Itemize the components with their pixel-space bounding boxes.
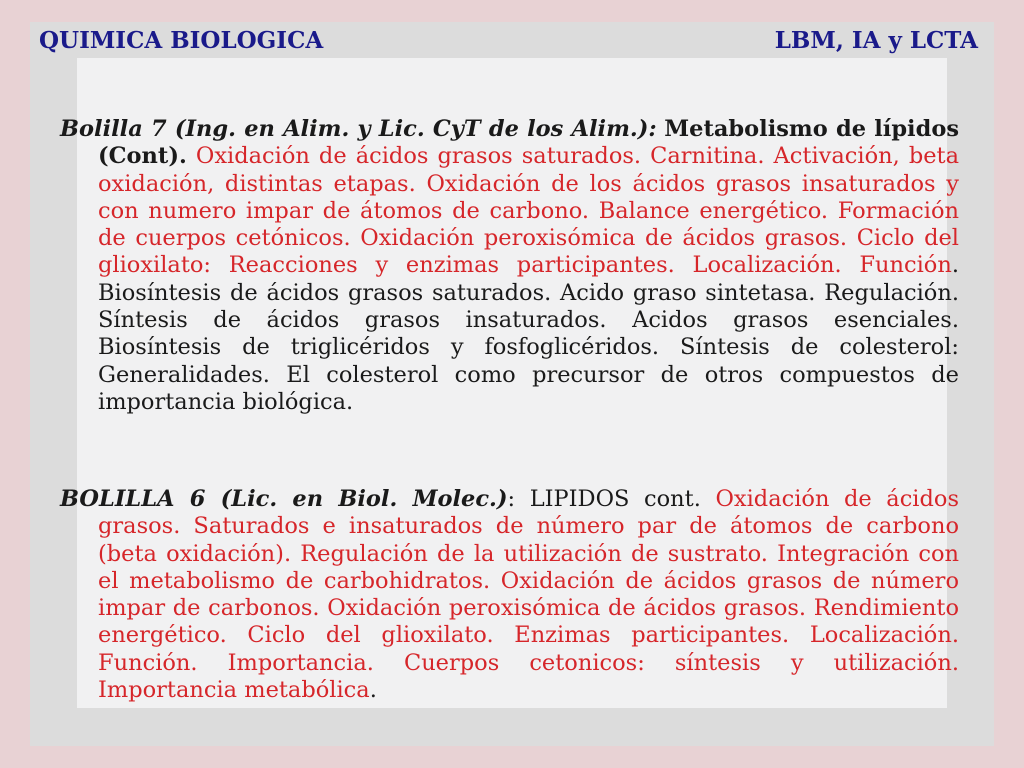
bolilla-7-black-text: . Biosíntesis de ácidos grasos saturados. Acido graso sintetasa. Regulación. Síntesis de ácidos grasos insaturados. Acidos grasos esenciales. Biosíntesis de triglicéridos y fosfoglicéridos. Síntesis de colesterol: Generalidades. El colesterol como precursor de otros compuestos de importancia biológica. (98, 252, 959, 415)
degree-programs: LBM, IA y LCTA (774, 27, 978, 54)
bolilla-6-end: . (369, 677, 377, 704)
bolilla-6-paragraph (60, 486, 959, 704)
bolilla-6-topic: LIPIDOS cont. (529, 486, 701, 512)
bolilla-7-red-text: Oxidación de ácidos grasos saturados. Carnitina. Activación, beta oxidación, distintas etapas. Oxidación de los ácidos grasos insaturados y con numero impar de átomos de carbono. Balance energético. Formación de cuerpos cetónicos. Oxidación peroxisómica de ácidos grasos. Ciclo del glioxilato: Reacciones y enzimas participantes. Localización. Función (98, 143, 959, 279)
bolilla-6-lead: BOLILLA 6 (Lic. en Biol. Molec.) (60, 486, 508, 512)
bolilla-7-paragraph (60, 116, 959, 416)
bolilla-7-lead: Bolilla 7 (Ing. en Alim. y Lic. CyT de los Alim.): (60, 116, 657, 142)
bolilla-7-topic: Metabolismo de lípidos (Cont). (98, 116, 960, 170)
bolilla-6-red-text: Oxidación de ácidos grasos. Saturados e insaturados de número par de átomos de carbono (beta oxidación). Regulación de la utilización de sustrato. Integración con el metabolismo de carbohidratos. Oxidación de ácidos grasos de número impar de carbonos. Oxidación peroxisómica de ácidos grasos. Rendimiento energético. Ciclo del glioxilato. Enzimas participantes. Localización. Función. Importancia. Cuerpos cetonicos: síntesis y utilización. Importancia metabólica (98, 486, 960, 704)
bolilla-6-colon: : (507, 486, 516, 512)
course-title: QUIMICA BIOLOGICA (39, 27, 324, 54)
slide (30, 22, 994, 746)
